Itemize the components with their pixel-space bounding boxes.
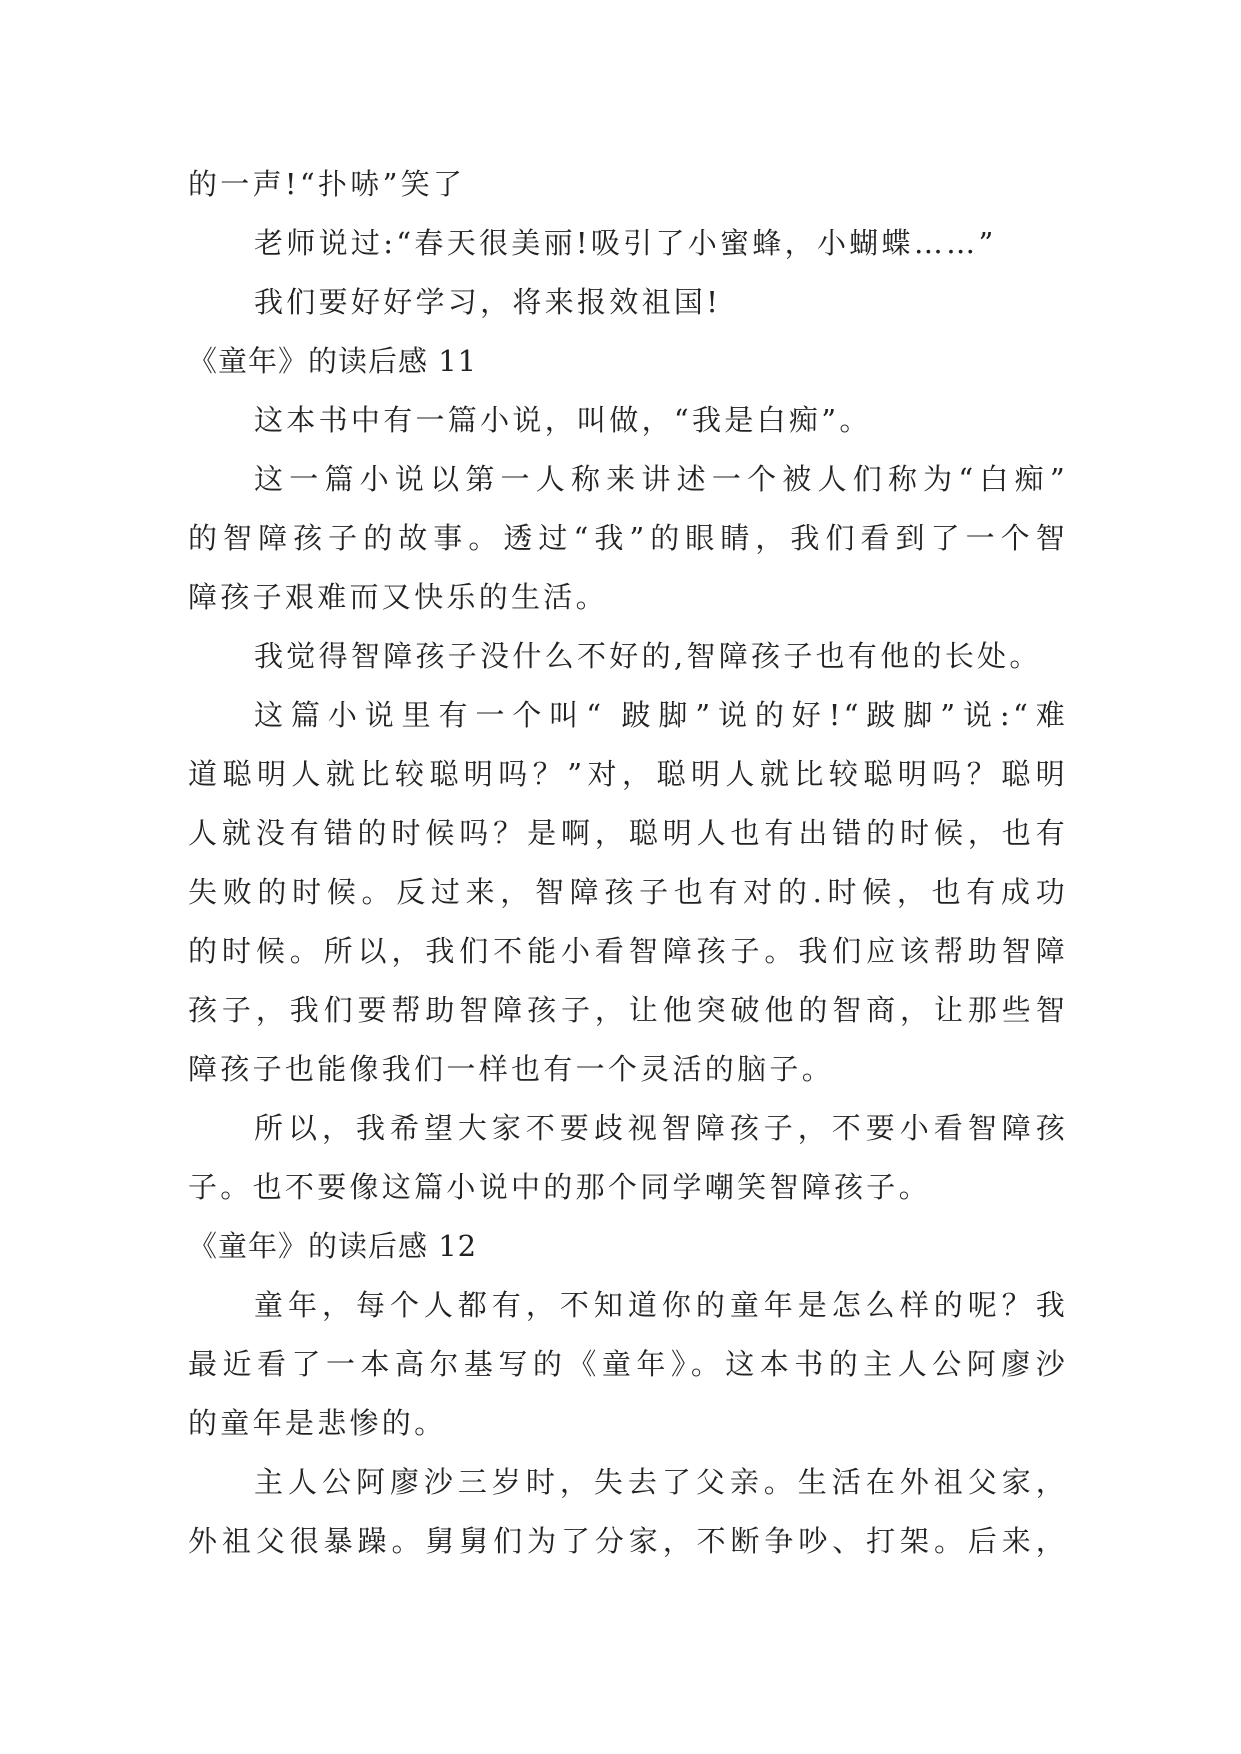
text-line-23: 主人公阿廖沙三岁时，失去了父亲。生活在外祖父家， <box>254 1465 1068 1499</box>
text-line-6: 这一篇小说以第一人称来讲述一个被人们称为“白痴” <box>254 462 1068 496</box>
text-line-1: 的一声!“扑哧”笑了 <box>188 167 466 201</box>
text-line-14: 的时候。所以，我们不能小看智障孩子。我们应该帮助智障 <box>188 934 1068 968</box>
text-line-18: 子。也不要像这篇小说中的那个同学嘲笑智障孩子。 <box>188 1170 931 1204</box>
text-line-8: 障孩子艰难而又快乐的生活。 <box>188 580 608 614</box>
text-line-3: 我们要好好学习，将来报效祖国! <box>254 285 722 319</box>
section-heading-12: 《童年》的读后感 12 <box>188 1229 478 1263</box>
text-line-20: 童年，每个人都有，不知道你的童年是怎么样的呢？我 <box>254 1288 1068 1322</box>
text-line-24: 外祖父很暴躁。舅舅们为了分家，不断争吵、打架。后来， <box>188 1524 1068 1558</box>
document-body <box>188 155 1068 1571</box>
text-line-21: 最近看了一本高尔基写的《童年》。这本书的主人公阿廖沙 <box>188 1347 1068 1381</box>
text-line-5: 这本书中有一篇小说，叫做，“我是白痴”。 <box>254 403 872 437</box>
text-line-16: 障孩子也能像我们一样也有一个灵活的脑子。 <box>188 1052 835 1086</box>
text-line-17: 所以，我希望大家不要歧视智障孩子，不要小看智障孩 <box>254 1111 1068 1145</box>
text-line-10: 这篇小说里有一个叫“ 跛脚”说的好!“跛脚”说:“难 <box>254 698 1068 732</box>
text-line-22: 的童年是悲惨的。 <box>188 1406 447 1440</box>
text-line-2: 老师说过:“春天很美丽!吸引了小蜜蜂，小蝴蝶……” <box>254 226 997 260</box>
section-heading-11: 《童年》的读后感 11 <box>188 344 478 378</box>
text-line-7: 的智障孩子的故事。透过“我”的眼睛，我们看到了一个智 <box>188 521 1068 555</box>
text-line-15: 孩子，我们要帮助智障孩子，让他突破他的智商，让那些智 <box>188 993 1068 1027</box>
text-line-9: 我觉得智障孩子没什么不好的,智障孩子也有他的长处。 <box>254 639 1042 673</box>
text-line-12: 人就没有错的时候吗？是啊，聪明人也有出错的时候，也有 <box>188 816 1068 850</box>
text-line-11: 道聪明人就比较聪明吗？”对，聪明人就比较聪明吗？聪明 <box>188 757 1068 791</box>
text-line-13: 失败的时候。反过来，智障孩子也有对的.时候，也有成功 <box>188 875 1068 909</box>
